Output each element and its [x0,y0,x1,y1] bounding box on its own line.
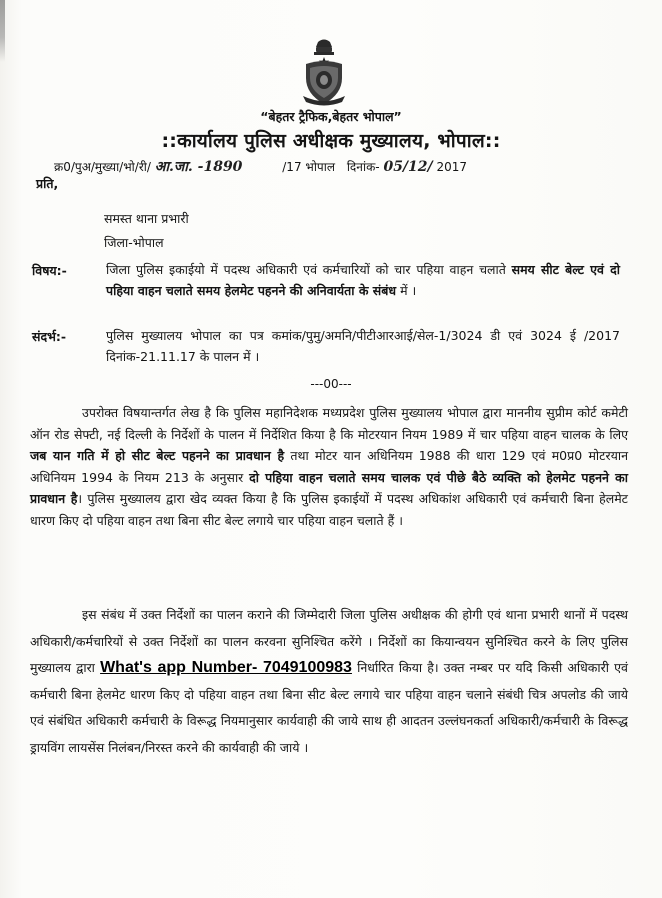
para2-text-2: निर्धारित किया है। उक्त नम्बर पर यदि किसी अधिकारी एवं कर्मचारी बिना हेलमेट धारण किए दो पहिया वाहन तथा बिना सीट बेल्ट लगाये चार पहिया वाहन चलाने संबंधी चित्र अपलोड की जाये एवं संबंधित अधिकारी कर्मचारी के विरूद्ध नियमानुसार कार्यवाही की जाये साथ ही आदतन उल्लंघनकर्ता अधिकारी/कर्मचारी के विरूद्ध ड्रायविंग लायसेंस निलंबन/निरस्त करने की कार्यवाही की जाये । [30,660,628,755]
para1-bold-helmet: दो पहिया वाहन चलाते समय चालक एवं पीछे बैठे व्यक्ति को हेलमेट पहनने का प्रावधान है [30,469,628,507]
body-paragraph-1 [30,402,628,532]
handwritten-reference-number: आ.जा. -1890 [154,159,243,175]
subject-text-end: में । [396,282,417,298]
year-place: /17 भोपाल [282,160,335,174]
addressee-block [104,207,189,255]
reference-text: पुलिस मुख्यालय भोपाल का पत्र कमांक/पुमु/अमनि/पीटीआरआई/सेल-1/3024 डी एवं 3024 ई /2017 दिनांक-21.11.17 के पालन में । [106,328,620,364]
para1-text-3: । पुलिस मुख्यालय द्वारा खेद व्यक्त किया है कि पुलिस इकाईयों में पदस्थ अधिकांश अधिकारी एवं कर्मचारी बिना हेलमेट धारण किए दो पहिया वाहन तथा बिना सीट बेल्ट लगाये चार पहिया वाहन चलाते हैं । [30,491,628,528]
para1-bold-seatbelt: जब यान गति में हो सीट बेल्ट पहनने का प्रावधान है [30,448,285,464]
para1-text-2: तथा मोटर यान अधिनियम 1988 की धारा 129 एवं म0प्र0 मोटरयान अधिनियम 1994 के नियम 213 के अनुसार [30,448,629,485]
section-divider: ---00--- [310,377,352,391]
addressee-line-2: जिला-भोपाल [104,235,164,250]
reference-label: संदर्भ:- [32,329,67,344]
para2-text-1: इस संबंध में उक्त निर्देशों का पालन कराने की जिम्मेदारी जिला पुलिस अधीक्षक की होगी एवं थाना प्रभारी थानों में पदस्थ अधिकारी/कर्मचारियों से उक्त निर्देशों का पालन करवना सुनिश्चित करेंगे । निर्देशों का कियान्वयन सुनिश्चित करने के लिए पुलिस मुख्यालय द्वारा [30,607,628,675]
scan-edge-mark [0,0,5,62]
subject-text [106,260,620,301]
office-title: ::कार्यालय पुलिस अधीक्षक मुख्यालय, भोपाल:: [161,130,501,152]
handwritten-date: 05/12/ [383,159,433,175]
subject-label: विषय:- [32,263,67,278]
subject-text-part: जिला पुलिस इकाईयो में पदस्थ अधिकारी एवं कर्मचारियों को चार पहिया वाहन चलाते [106,262,512,277]
date-label: दिनांक- [346,160,380,174]
reference-number-line [54,157,467,176]
reference-prefix: क्र0/पुअ/मुख्या/भो/री/ [54,160,151,174]
prati-label: प्रति, [36,176,59,191]
para1-text-1: उपरोक्त विषयान्तर्गत लेख है कि पुलिस महानिदेशक मध्यप्रदेश पुलिस मुख्यालय भोपाल द्वारा माननीय सुप्रीम कोर्ट कमेटी ऑन रोड सेफ्टी, नई दिल्ली के निर्देशों के पालन में निर्देशित किया है कि मोटरयान नियम 1989 में चार पहिया वाहन चालक के लिए [30,405,628,442]
motto: “बेहतर ट्रैफिक,बेहतर भोपाल” [260,109,402,124]
police-emblem-icon [297,38,351,108]
body-paragraph-2 [30,602,628,761]
whatsapp-number: What's app Number- 7049100983 [100,659,352,676]
date-year: 2017 [436,160,468,174]
addressee-line-1: समस्त थाना प्रभारी [104,211,189,226]
subject-text-bold: समय सीट बेल्ट एवं दो पहिया वाहन चलाते समय हेलमेट पहनने की अनिवार्यता के संबंध [106,262,620,298]
